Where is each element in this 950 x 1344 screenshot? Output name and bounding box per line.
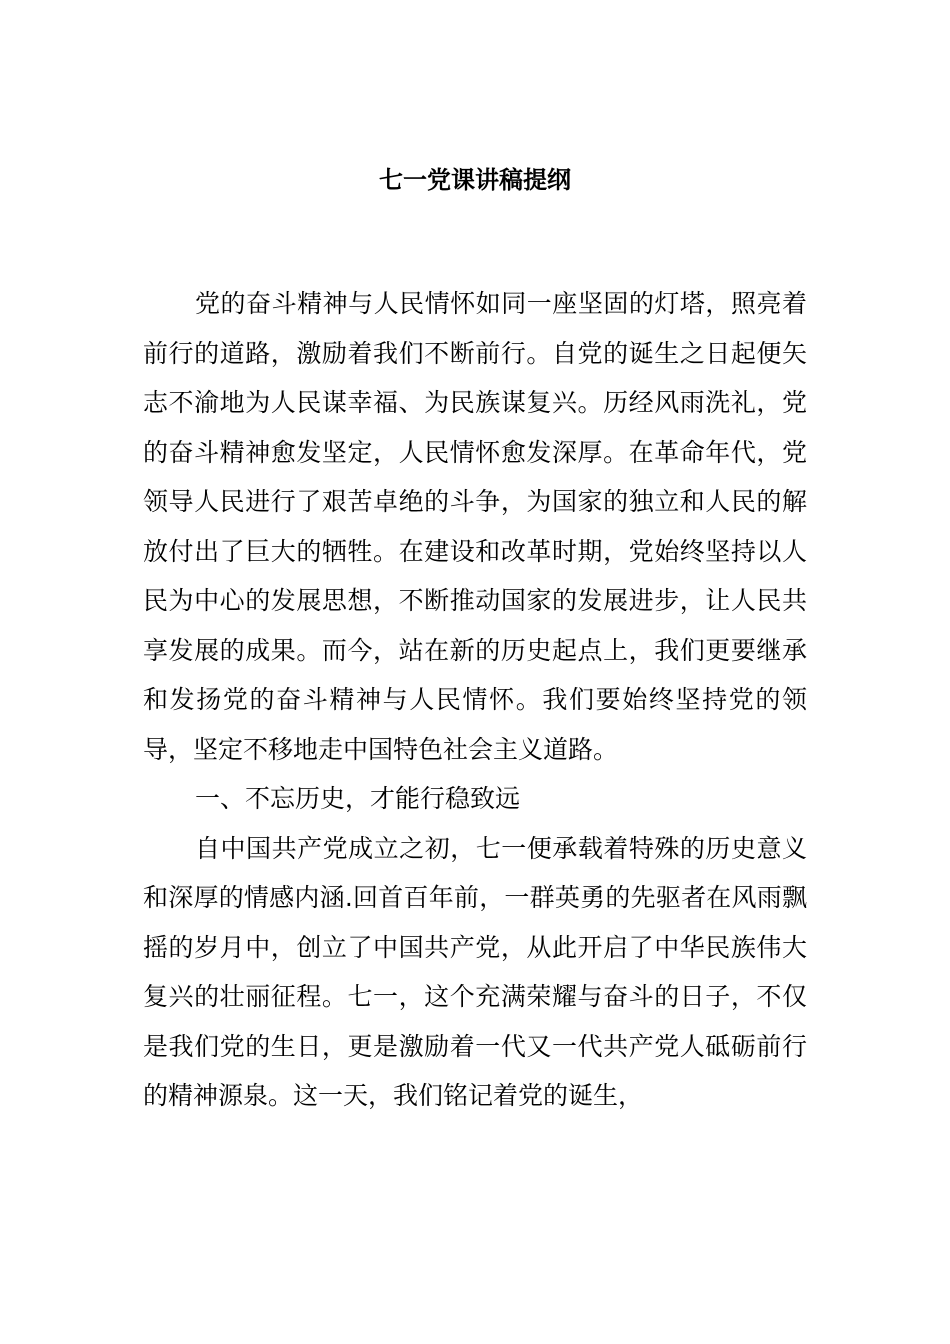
section-paragraph: 自中国共产党成立之初，七一便承载着特殊的历史意义和深厚的情感内涵.回首百年前，一群英勇的先驱者在风雨飘摇的岁月中，创立了中国共产党，从此开启了中华民族伟大复兴的壮丽征程。七一，这个充满荣耀与奋斗的日子，不仅是我们党的生日，更是激励着一代又一代共产党人砥砺前行的精神源泉。这一天，我们铭记着党的诞生，	[143, 833, 807, 1110]
intro-paragraph: 党的奋斗精神与人民情怀如同一座坚固的灯塔，照亮着前行的道路，激励着我们不断前行。自党的诞生之日起便矢志不渝地为人民谋幸福、为民族谋复兴。历经风雨洗礼，党的奋斗精神愈发坚定，人民情怀愈发深厚。在革命年代，党领导人民进行了艰苦卓绝的斗争，为国家的独立和人民的解放付出了巨大的牺牲。在建设和改革时期，党始终坚持以人民为中心的发展思想，不断推动国家的发展进步，让人民共享发展的成果。而今，站在新的历史起点上，我们更要继承和发扬党的奋斗精神与人民情怀。我们要始终坚持党的领导，坚定不移地走中国特色社会主义道路。	[143, 289, 807, 764]
document-body	[143, 279, 807, 1121]
document-title: 七一党课讲稿提纲	[379, 166, 571, 194]
section-heading: 一、不忘历史，才能行稳致远	[195, 784, 521, 813]
